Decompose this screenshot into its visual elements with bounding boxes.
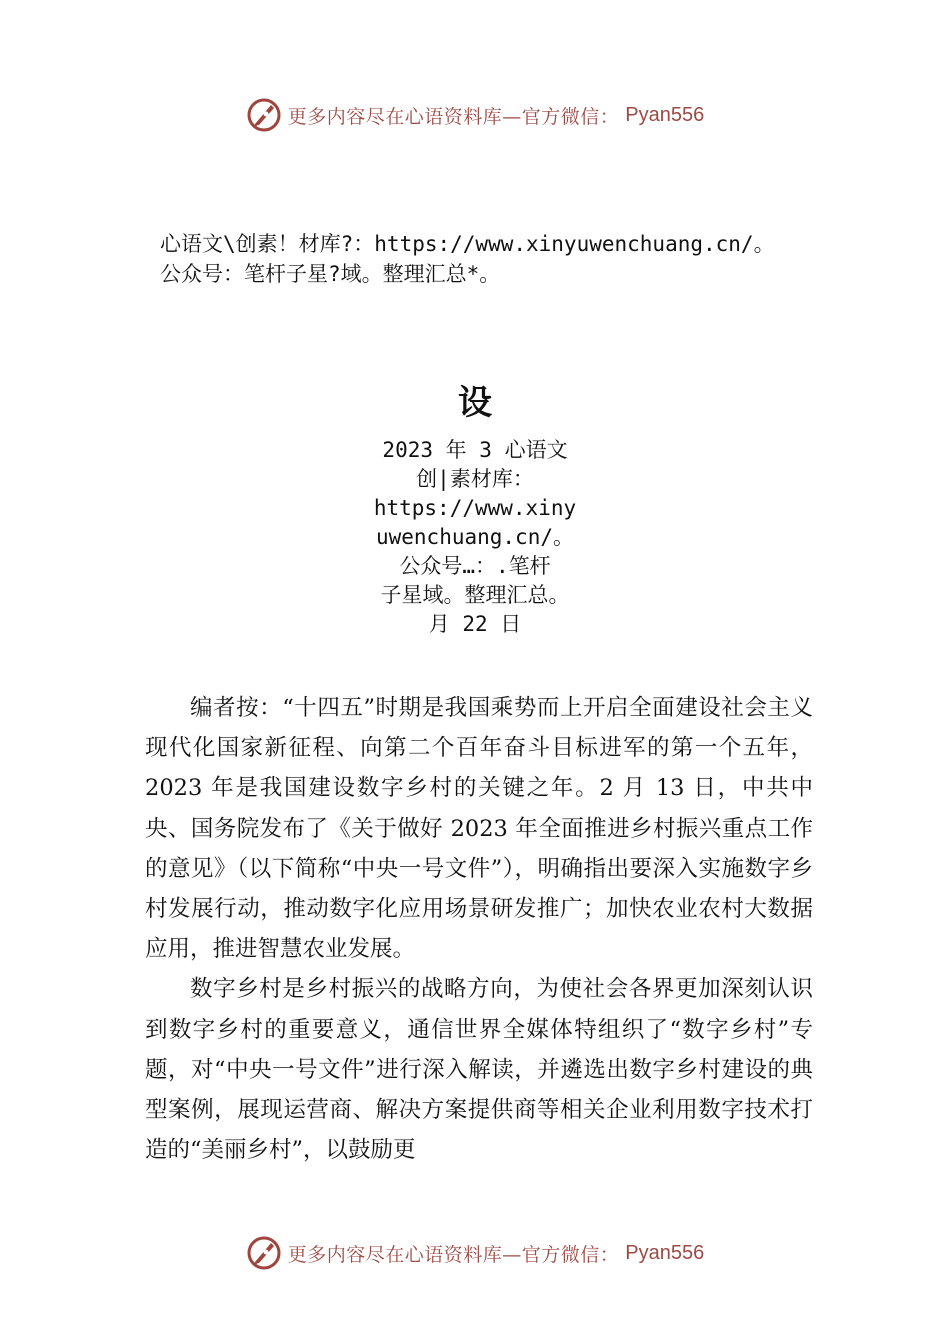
date-line: 月 22 日: [428, 612, 522, 636]
quill-pen-seal-icon: [246, 97, 282, 133]
banner-wechat-id: Pyan556: [625, 1241, 705, 1264]
article-body: [145, 688, 813, 1170]
banner-text: 更多内容尽在心语资料库—官方微信：: [287, 1243, 620, 1266]
date-line: 2023 年 3 心语文: [382, 438, 568, 462]
date-line: 子星域。整理汇总。: [380, 583, 570, 607]
intro-line-2: 公众号：笔杆子星?域。整理汇总*。: [160, 262, 501, 286]
banner-wechat-id: Pyan556: [625, 103, 705, 126]
body-paragraph: 数字乡村是乡村振兴的战略方向，为使社会各界更加深刻认识到数字乡村的重要意义，通信世界全媒体特组织了“数字乡村”专题，对“中央一号文件”进行深入解读，并遴选出数字乡村建设的典型案例，展现运营商、解决方案提供商等相关企业利用数字技术打造的“美丽乡村”，以鼓励更: [145, 976, 813, 1164]
footer-banner: [0, 1233, 950, 1273]
date-line: 公众号…：.笔杆: [399, 554, 551, 578]
intro-line-1: 心语文\创素！材库?：https://www.xinyuwenchuang.cn/。: [160, 232, 775, 256]
banner-text: 更多内容尽在心语资料库—官方微信：: [287, 105, 620, 128]
date-block: [0, 436, 950, 639]
page-title: 设: [458, 383, 492, 423]
date-line: uwenchuang.cn/。: [375, 525, 574, 549]
quill-pen-seal-icon: [246, 1235, 282, 1271]
date-line: https://www.xiny: [373, 496, 577, 520]
header-banner: [0, 95, 950, 135]
editor-note-paragraph: 编者按：“十四五”时期是我国乘势而上开启全面建设社会主义现代化国家新征程、向第二个百年奋斗目标进军的第一个五年，2023 年是我国建设数字乡村的关键之年。2 月 13 日，中共中央、国务院发布了《关于做好 2023 年全面推进乡村振兴重点工作的意见》（以下简称“中央一号文件”），明确指出要深入实施数字乡村发展行动，推动数字化应用场景研发推广；加快农业农村大数据应用，推进智慧农业发展。: [145, 695, 813, 963]
date-line: 创|素材库：: [416, 467, 534, 491]
